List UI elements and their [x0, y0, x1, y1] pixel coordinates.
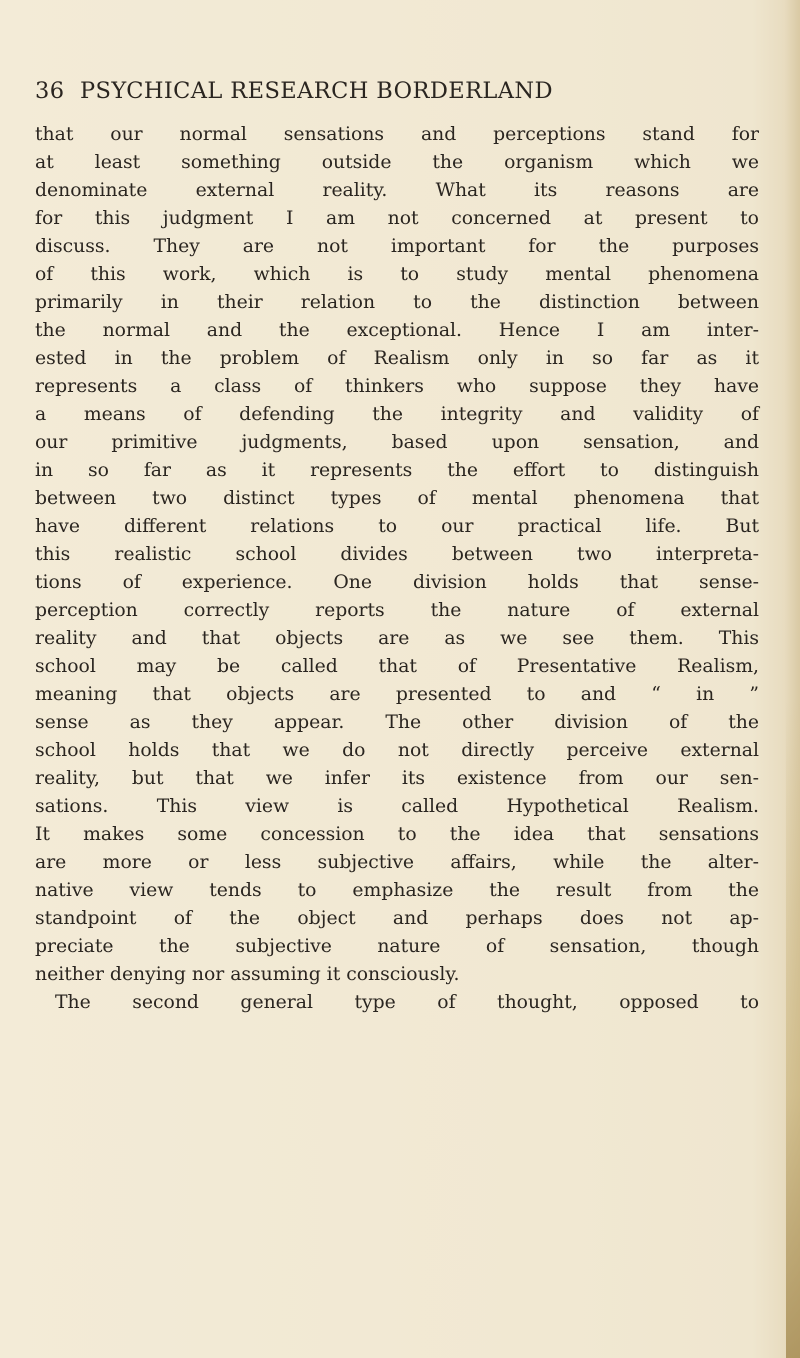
text-line: of this work, which is to study mental phenomena [35, 264, 759, 285]
text-line: this realistic school divides between two interpreta- [35, 544, 759, 565]
body-text [35, 121, 759, 1017]
page-edge-shadow [786, 700, 800, 1358]
text-line: preciate the subjective nature of sensation, though [35, 936, 759, 957]
text-line: reality, but that we infer its existence from our sen- [35, 768, 759, 789]
text-line: tions of experience. One division holds that sense- [35, 572, 759, 593]
text-line: our primitive judgments, based upon sensation, and [35, 432, 759, 453]
text-line: meaning that objects are presented to and “ in ” [35, 684, 759, 705]
text-line: are more or less subjective affairs, while the alter- [35, 852, 759, 873]
text-line: represents a class of thinkers who suppose they have [35, 376, 759, 397]
page-number: 36 [35, 78, 65, 104]
text-line: neither denying nor assuming it consciously. [35, 964, 460, 985]
text-line: at least something outside the organism which we [35, 152, 759, 173]
text-line: native view tends to emphasize the result from the [35, 880, 759, 901]
text-line: in so far as it represents the effort to distinguish [35, 460, 759, 481]
text-line: sense as they appear. The other division of the [35, 712, 759, 733]
text-line: primarily in their relation to the distinction between [35, 292, 759, 313]
text-line: a means of defending the integrity and validity of [35, 404, 759, 425]
text-line: that our normal sensations and perceptions stand for [35, 124, 759, 145]
text-line: school may be called that of Presentative Realism, [35, 656, 759, 677]
text-line: the normal and the exceptional. Hence I am inter- [35, 320, 759, 341]
text-line: school holds that we do not directly perceive external [35, 740, 759, 761]
text-line: standpoint of the object and perhaps does not ap- [35, 908, 759, 929]
text-line: discuss. They are not important for the purposes [35, 236, 759, 257]
text-line: ested in the problem of Realism only in so far as it [35, 348, 759, 369]
text-line: reality and that objects are as we see them. This [35, 628, 759, 649]
text-line: have different relations to our practical life. But [35, 516, 759, 537]
text-line: sations. This view is called Hypothetical Realism. [35, 796, 759, 817]
text-line: perception correctly reports the nature of external [35, 600, 759, 621]
text-line: between two distinct types of mental phenomena that [35, 488, 759, 509]
running-head [35, 78, 755, 104]
text-line: The second general type of thought, opposed to [55, 992, 759, 1013]
text-line: for this judgment I am not concerned at present to [35, 208, 759, 229]
running-head-title: PSYCHICAL RESEARCH BORDERLAND [80, 78, 553, 104]
text-line: It makes some concession to the idea that sensations [35, 824, 759, 845]
text-line: denominate external reality. What its reasons are [35, 180, 759, 201]
